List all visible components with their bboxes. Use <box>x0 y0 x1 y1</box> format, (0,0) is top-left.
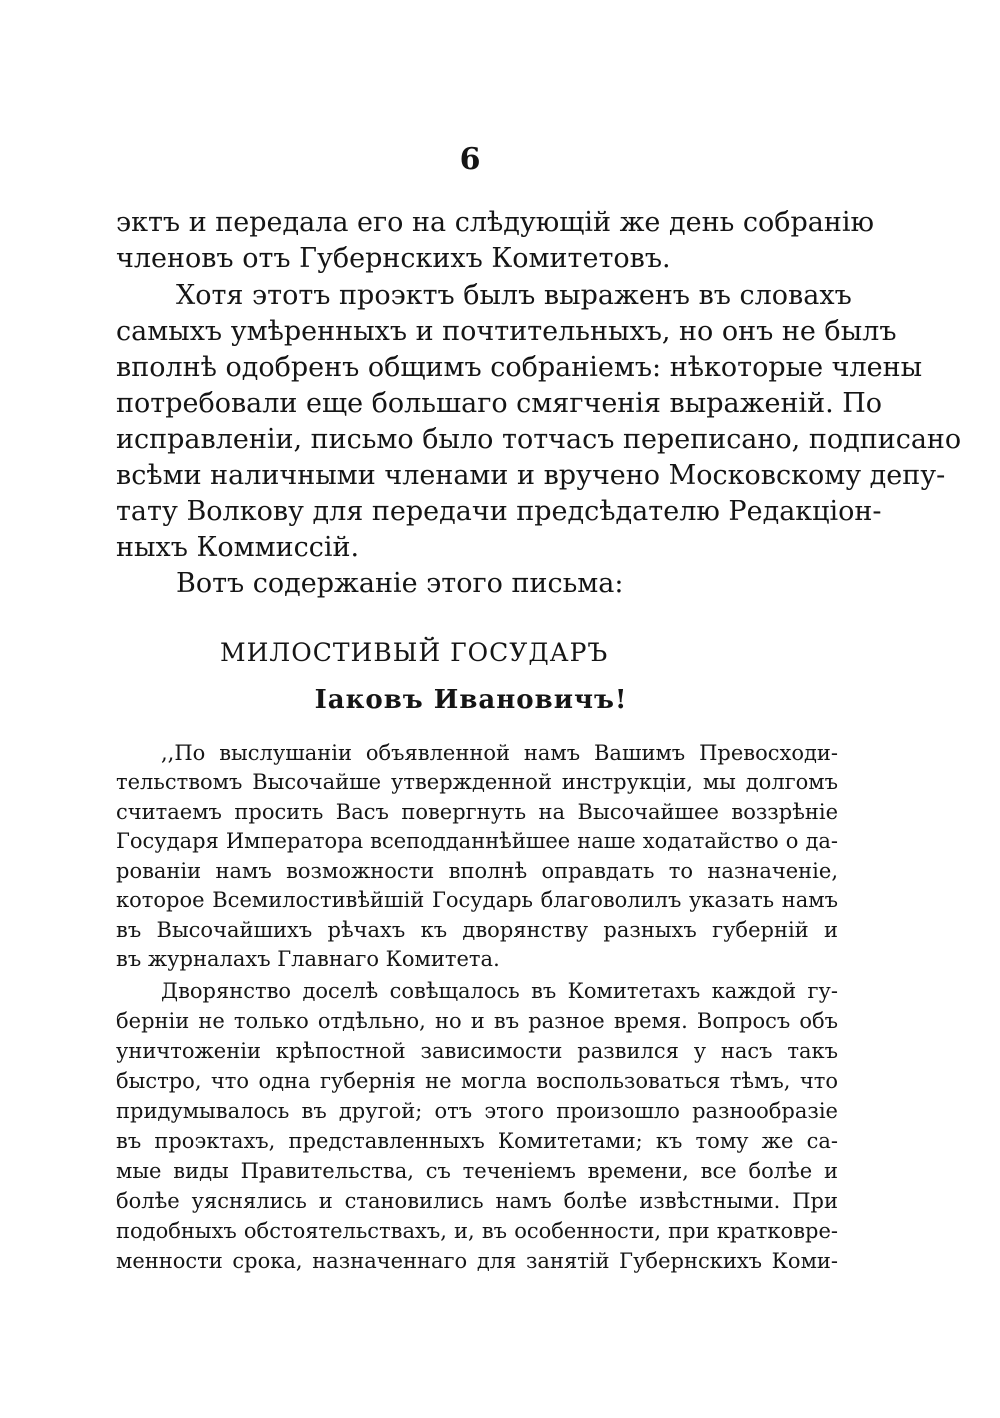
letter-line: въ журналахъ Главнаго Комитета. <box>116 947 500 971</box>
text-line: Хотя этотъ проэктъ былъ выраженъ въ словахъ <box>176 280 852 311</box>
letter-line: уничтоженіи крѣпостной зависимости развился у насъ такъ <box>116 1039 838 1063</box>
letter-line: ,,По выслушаніи объявленной намъ Вашимъ Превосходи- <box>161 741 838 765</box>
letter-line: рованіи намъ возможности вполнѣ оправдать то назначеніе, <box>116 859 838 883</box>
intro-line: Вотъ содержаніе этого письма: <box>176 568 624 599</box>
letter-line: придумывалось въ другой; отъ этого произошло разнообразіе <box>116 1099 838 1123</box>
letter-line: считаемъ просить Васъ повергнуть на Высочайшее воззрѣніе <box>116 800 838 824</box>
letter-line: быстро, что одна губернія не могла воспользоваться тѣмъ, что <box>116 1069 838 1093</box>
text-line: ныхъ Коммиссій. <box>116 532 360 563</box>
letter-line: подобныхъ обстоятельствахъ, и, въ особенности, при кратковре- <box>116 1219 838 1243</box>
letter-line: менности срока, назначеннаго для занятій Губернскихъ Коми- <box>116 1249 838 1273</box>
letter-line: болѣе уяснялись и становились намъ болѣе извѣстными. При <box>116 1189 838 1213</box>
text-line: исправленіи, письмо было тотчасъ переписано, подписано <box>116 424 962 455</box>
letter-line: мые виды Правительства, съ теченіемъ времени, все болѣе и <box>116 1159 838 1183</box>
letter-line: которое Всемилостивѣйшій Государь благоволилъ указать намъ <box>116 888 838 912</box>
text-line: всѣми наличными членами и вручено Московскому депу- <box>116 460 946 491</box>
page-number: 6 <box>459 142 481 177</box>
letter-line: берніи не только отдѣльно, но и въ разное время. Вопросъ объ <box>116 1009 838 1033</box>
text-line: вполнѣ одобренъ общимъ собраніемъ: нѣкоторые члены <box>116 352 923 383</box>
text-line: тату Волкову для передачи предсѣдателю Редакціон- <box>116 496 882 527</box>
letter-line: Государя Императора всеподданнѣйшее наше ходатайство о да- <box>116 829 838 853</box>
letter-addressee: Іаковъ Ивановичъ! <box>314 685 628 715</box>
letter-salutation: МИЛОСТИВЫЙ ГОСУДАРЪ <box>220 638 609 667</box>
letter-line: въ Высочайшихъ рѣчахъ къ дворянству разныхъ губерній и <box>116 918 838 942</box>
text-line: самыхъ умѣренныхъ и почтительныхъ, но онъ не былъ <box>116 316 897 347</box>
text-line: потребовали еще большаго смягченія выраженій. По <box>116 388 883 419</box>
text-line: членовъ отъ Губернскихъ Комитетовъ. <box>116 243 671 274</box>
text-line: эктъ и передала его на слѣдующій же день собранію <box>116 207 875 238</box>
letter-line: въ проэктахъ, представленныхъ Комитетами; къ тому же са- <box>116 1129 838 1153</box>
letter-line: тельствомъ Высочайше утвержденной инструкціи, мы долгомъ <box>116 770 838 794</box>
letter-line: Дворянство доселѣ совѣщалось въ Комитетахъ каждой гу- <box>161 979 838 1003</box>
